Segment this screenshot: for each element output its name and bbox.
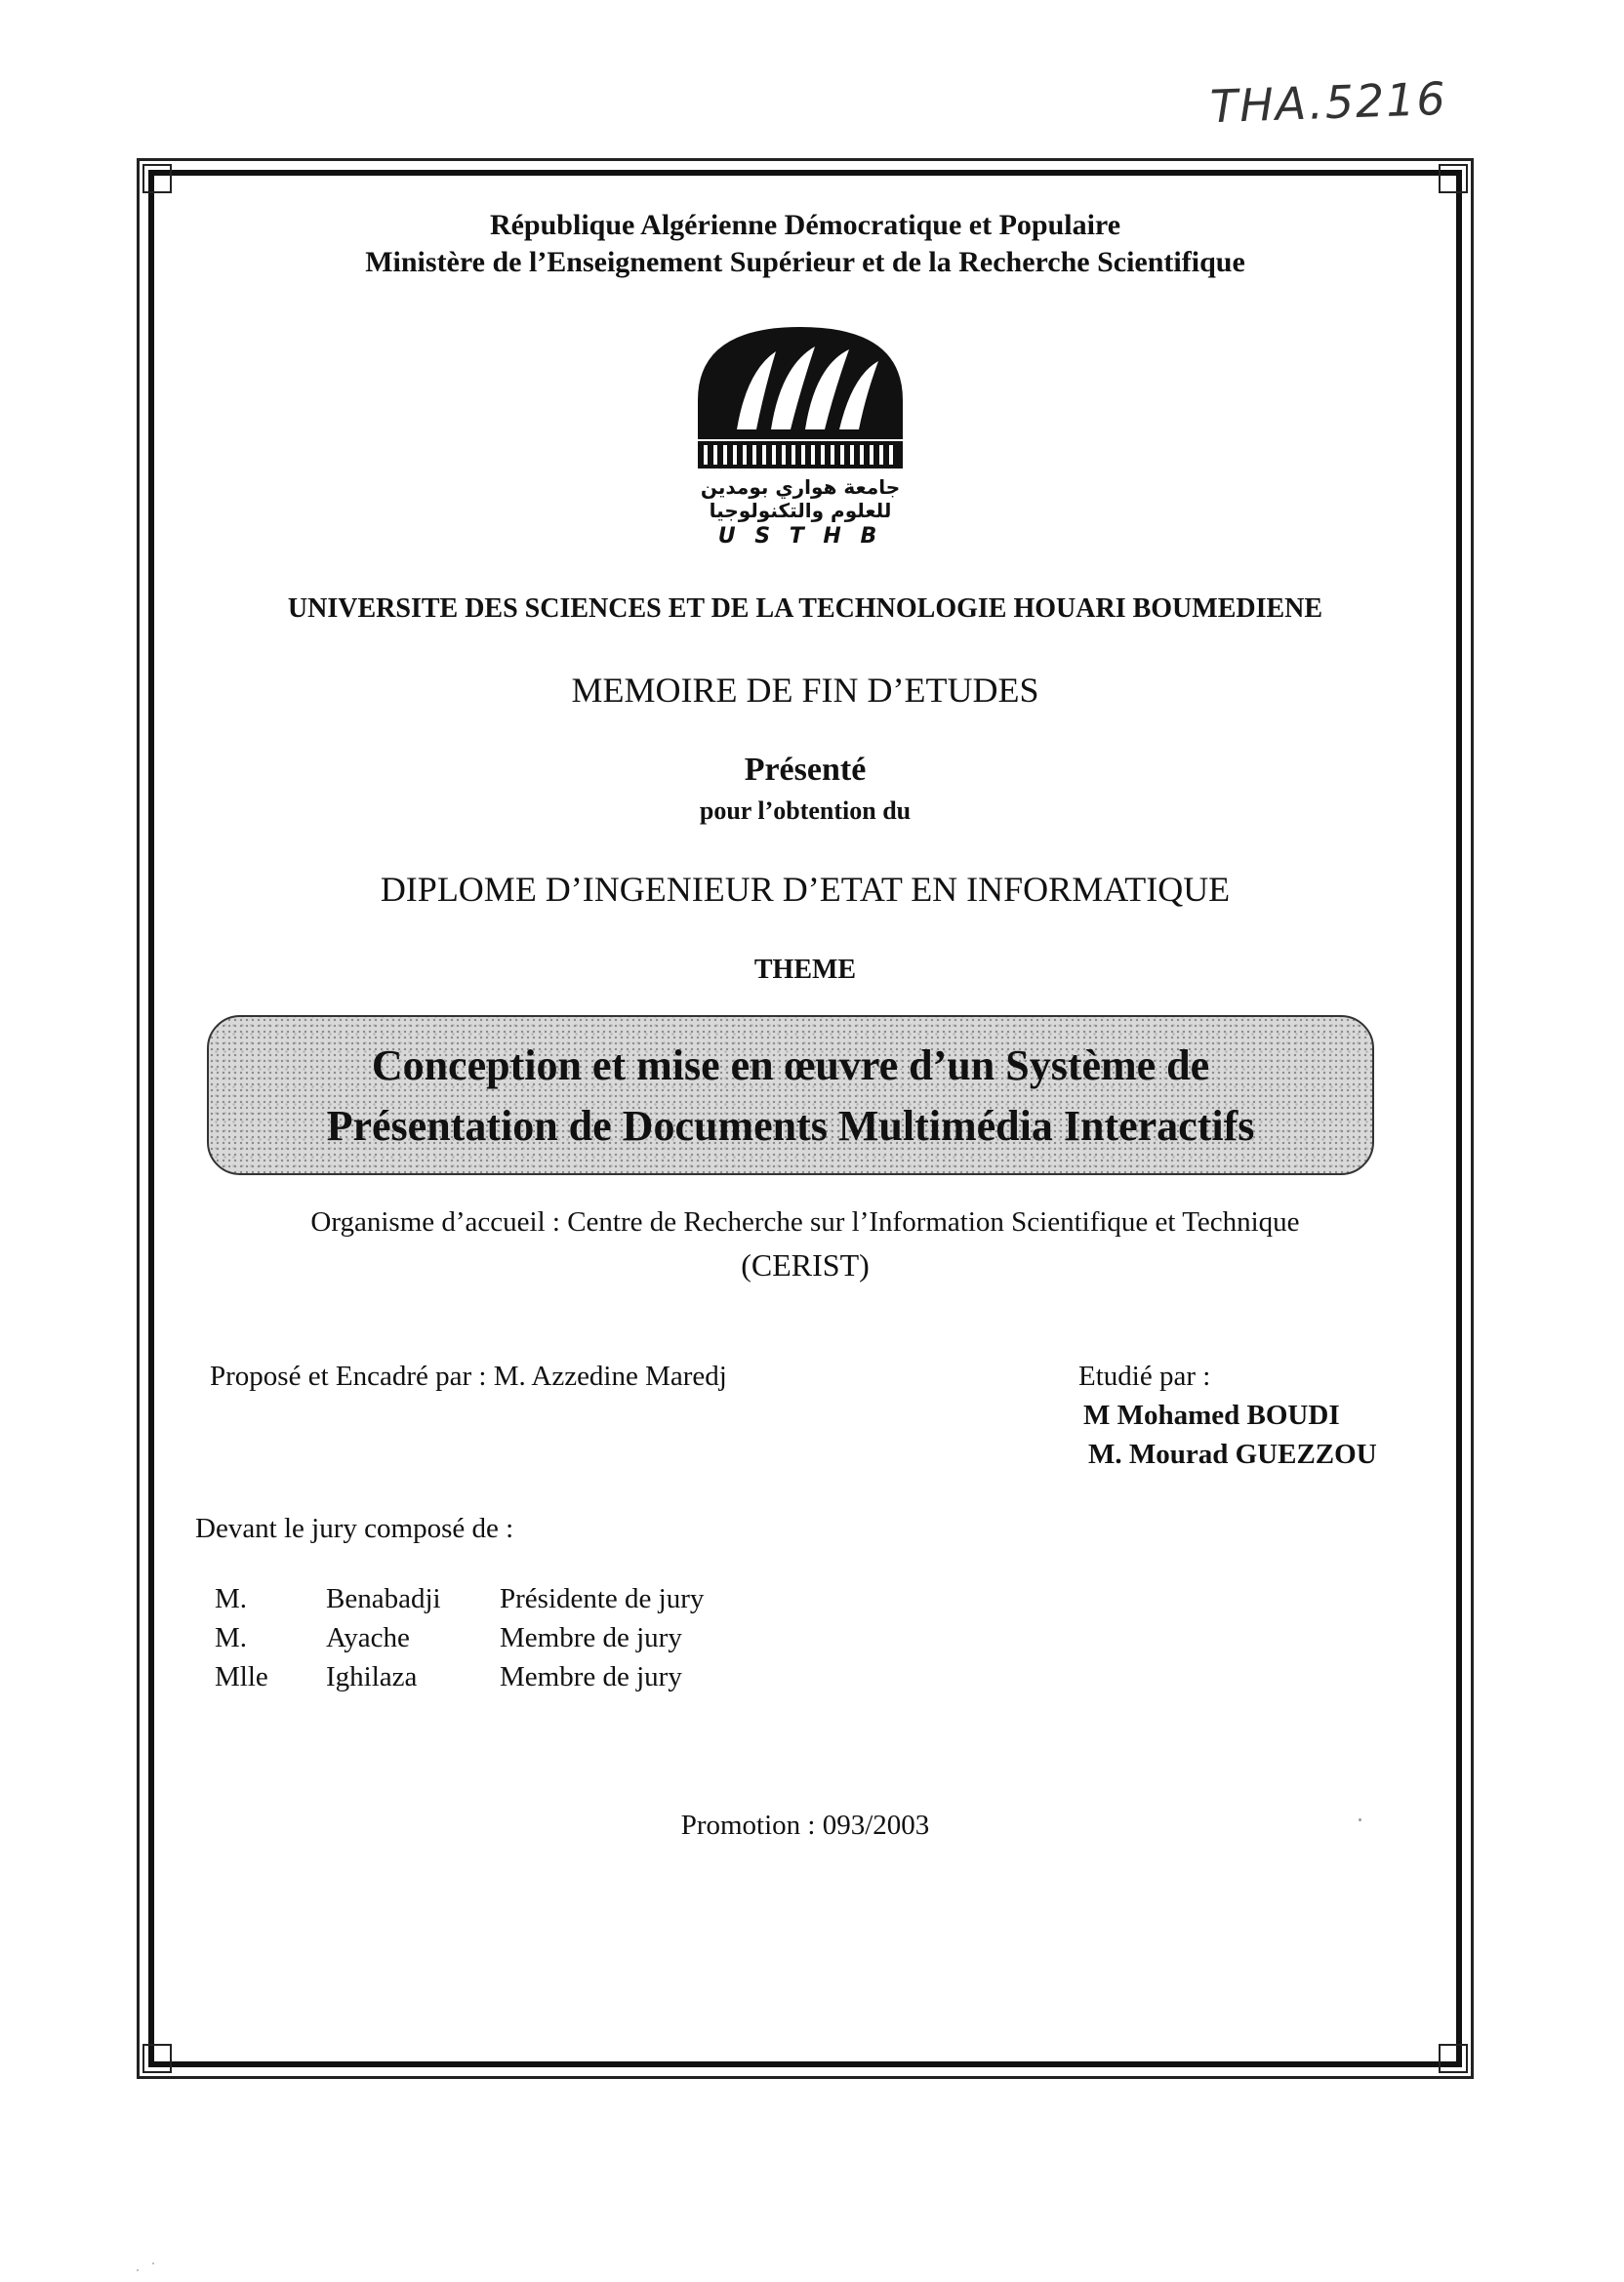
jury-row [215,1661,731,1700]
jury-member-role: Membre de jury [500,1661,682,1692]
usthb-logo [688,322,913,547]
jury-member-title: Mlle [215,1661,268,1692]
jury-row [215,1583,731,1622]
jury-intro: Devant le jury composé de : [195,1513,514,1544]
theme-title-box [207,1015,1374,1175]
jury-member-role: Présidente de jury [500,1583,705,1614]
republic-heading: République Algérienne Démocratique et Populaire [489,209,1121,241]
theme-title-line2: Présentation de Documents Multimédia Interactifs [326,1102,1255,1150]
border-corner-bottom-right [1439,2044,1468,2073]
scan-speck [152,2262,154,2264]
students-label: Etudié par : [1078,1361,1211,1392]
jury-member-title: M. [215,1583,248,1614]
host-organization: Organisme d’accueil : Centre de Recherche sur l’Information Scientifique et Technique [310,1206,1300,1238]
obtention-label: pour l’obtention du [699,796,912,825]
jury-member-title: M. [215,1622,248,1653]
presented-label: Présenté [744,752,867,788]
jury-row [215,1622,731,1661]
student-name: M Mohamed BOUDI [1083,1400,1340,1431]
logo-acronym: U S T H B [717,524,883,547]
diploma-heading: DIPLOME D’INGENIEUR D’ETAT EN INFORMATIQUE [380,870,1231,909]
document-type-heading: MEMOIRE DE FIN D’ETUDES [571,671,1039,710]
ministry-heading: Ministère de l’Enseignement Supérieur et de la Recherche Scientifique [365,246,1245,278]
supervisor-line: Proposé et Encadré par : M. Azzedine Maredj [210,1361,727,1392]
jury-table [215,1583,731,1700]
scan-speck [137,2269,139,2271]
border-corner-top-right [1439,164,1468,193]
scan-speck [1359,1818,1361,1821]
jury-member-name: Ayache [326,1622,410,1653]
theme-title-line1: Conception et mise en œuvre d’un Système de [371,1041,1210,1089]
border-corner-bottom-left [142,2044,172,2073]
logo-arabic-line1: جامعة هواري بومدين [700,475,901,499]
jury-member-name: Ighilaza [326,1661,418,1692]
promotion-line: Promotion : 093/2003 [680,1810,930,1841]
border-corner-top-left [142,164,172,193]
handwritten-archive-number: THA.5216 [1209,71,1448,134]
host-organization-acronym: (CERIST) [741,1247,870,1283]
theme-label: THEME [753,955,857,985]
jury-member-name: Benabadji [326,1583,441,1614]
logo-arabic-line2: للعلوم والتكنولوجيا [709,499,892,522]
jury-member-role: Membre de jury [500,1622,682,1653]
student-name: M. Mourad GUEZZOU [1088,1439,1377,1470]
university-name: UNIVERSITE DES SCIENCES ET DE LA TECHNOLOGIE HOUARI BOUMEDIENE [287,593,1323,624]
